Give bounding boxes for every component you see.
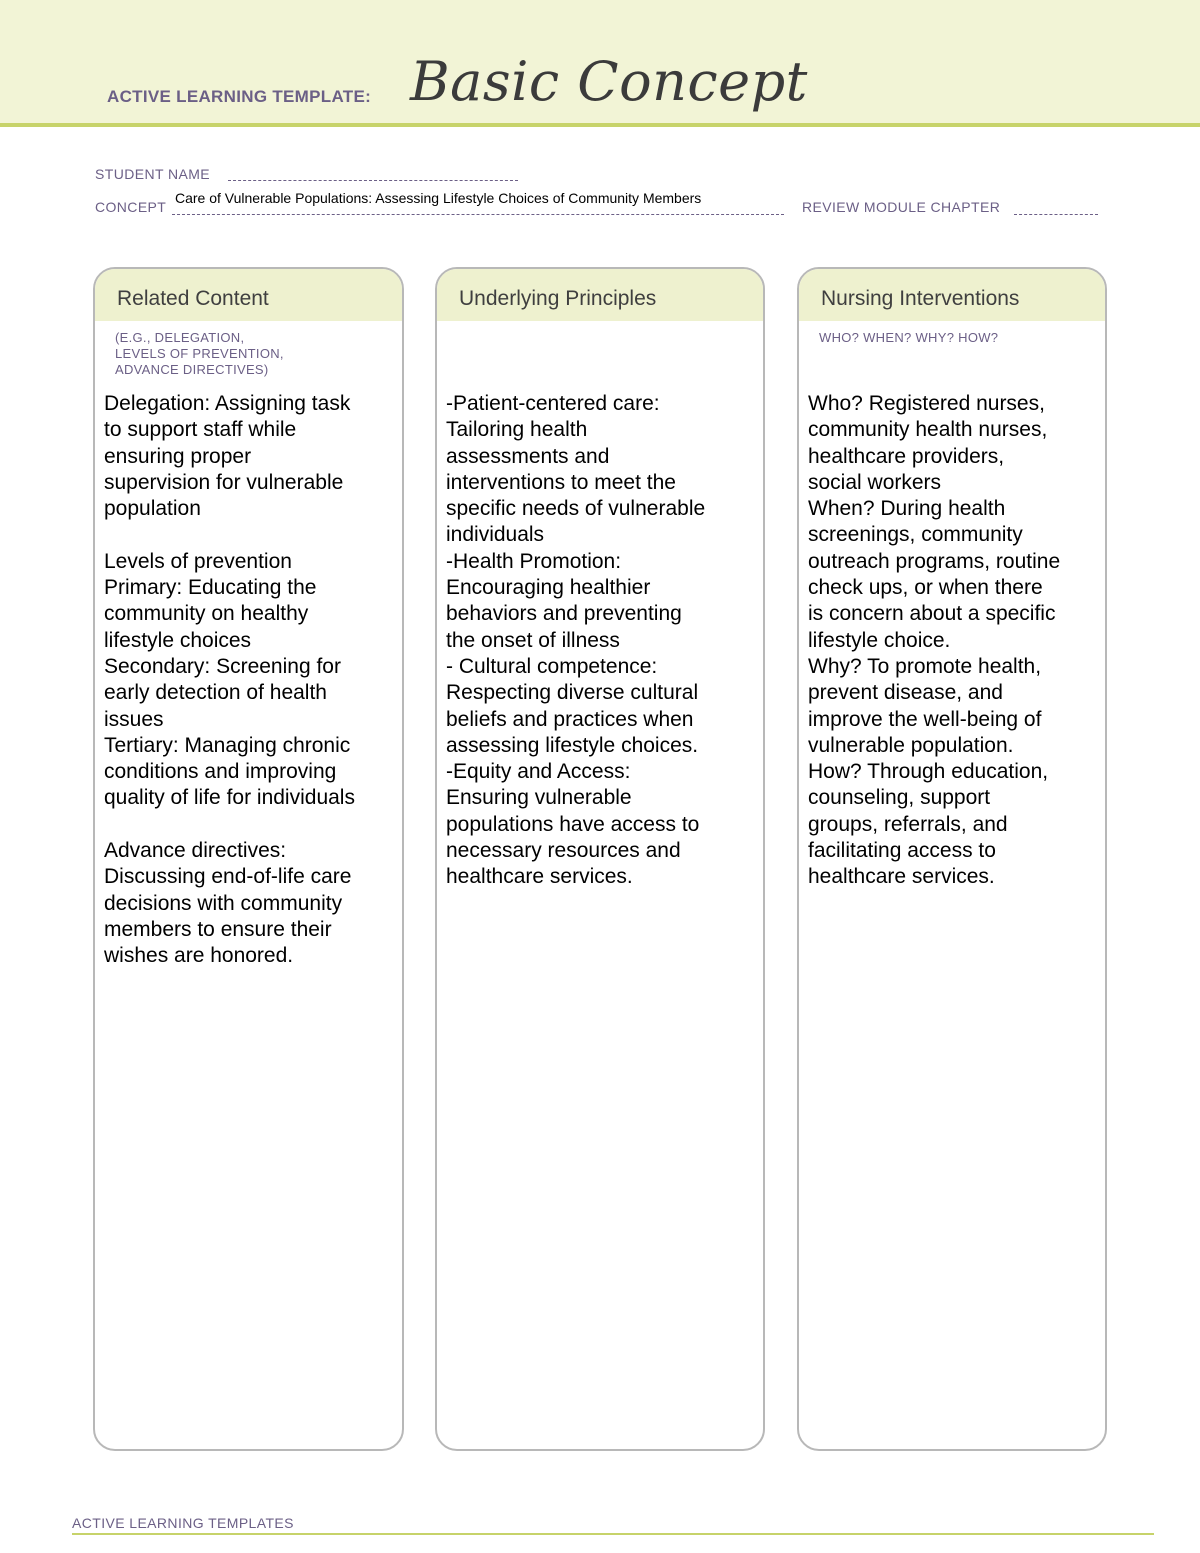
review-module-chapter-label: REVIEW MODULE CHAPTER <box>802 199 1001 215</box>
nursing-interventions-subtitle: WHO? WHEN? WHY? HOW? <box>819 330 999 345</box>
body-line: Secondary: Screening for <box>104 654 341 678</box>
body-line: is concern about a specific <box>808 602 1056 626</box>
body-line: social workers <box>808 470 942 494</box>
body-line: When? During health <box>808 497 1006 521</box>
body-line: community health nurses, <box>808 418 1048 442</box>
body-line: necessary resources and <box>446 839 681 863</box>
body-line: counseling, support <box>808 786 991 810</box>
body-line: wishes are honored. <box>104 944 294 968</box>
template-label: ACTIVE LEARNING TEMPLATE: <box>107 87 372 106</box>
body-line: Levels of prevention <box>104 549 292 573</box>
body-line: population <box>104 497 201 521</box>
body-line: facilitating access to <box>808 839 996 863</box>
nursing-interventions-body[interactable] <box>808 391 1102 891</box>
body-line: -Patient-centered care: <box>446 392 660 415</box>
body-line: community on healthy <box>104 602 309 626</box>
body-line: Delegation: Assigning task <box>104 392 351 415</box>
related-content-body[interactable] <box>104 391 394 970</box>
footer-label: ACTIVE LEARNING TEMPLATES <box>72 1515 294 1531</box>
body-line: conditions and improving <box>104 760 337 784</box>
body-line: decisions with community <box>104 891 343 915</box>
body-line: healthcare services. <box>446 865 633 889</box>
underlying-principles-title: Underlying Principles <box>459 287 657 310</box>
review-module-chapter-field[interactable] <box>1014 214 1098 215</box>
body-line: How? Through education, <box>808 760 1049 784</box>
blank-line <box>104 812 394 838</box>
body-line: behaviors and preventing <box>446 602 682 626</box>
body-line: -Health Promotion: <box>446 549 622 573</box>
body-line: Discussing end-of-life care <box>104 865 352 889</box>
related-content-card <box>93 267 404 1451</box>
body-line: populations have access to <box>446 812 700 836</box>
body-line: vulnerable population. <box>808 733 1014 757</box>
body-line: lifestyle choice. <box>808 628 951 652</box>
body-line: Encouraging healthier <box>446 576 651 600</box>
related-content-title: Related Content <box>117 287 269 310</box>
body-line: Advance directives: <box>104 839 287 863</box>
concept-label: CONCEPT <box>95 199 167 215</box>
body-line: Primary: Educating the <box>104 576 317 600</box>
body-line: members to ensure their <box>104 917 332 941</box>
body-line: -Equity and Access: <box>446 760 631 784</box>
body-line: specific needs of vulnerable <box>446 497 706 521</box>
body-line: Respecting diverse cultural <box>446 681 699 705</box>
body-line: individuals <box>446 523 545 547</box>
related-content-subtitle <box>115 330 284 378</box>
body-line: to support staff while <box>104 418 297 442</box>
underlying-principles-body[interactable] <box>446 391 758 891</box>
student-name-field[interactable] <box>228 180 518 181</box>
body-line: quality of life for individuals <box>104 786 355 810</box>
related-content-subtitle-line: (E.G., DELEGATION, <box>115 330 245 345</box>
body-line: groups, referrals, and <box>808 812 1008 836</box>
body-line: prevent disease, and <box>808 681 1003 705</box>
nursing-interventions-title: Nursing Interventions <box>821 287 1020 310</box>
template-title: Basic Concept <box>410 50 808 113</box>
body-line: interventions to meet the <box>446 470 676 494</box>
body-line: assessing lifestyle choices. <box>446 733 699 757</box>
body-line: healthcare providers, <box>808 444 1005 468</box>
concept-field[interactable] <box>172 214 784 215</box>
blank-line <box>104 522 394 548</box>
body-line: supervision for vulnerable <box>104 470 344 494</box>
body-line: Why? To promote health, <box>808 654 1042 678</box>
body-line: Tertiary: Managing chronic <box>104 733 351 757</box>
related-content-subtitle-line: LEVELS OF PREVENTION, <box>115 346 284 361</box>
body-line: Ensuring vulnerable <box>446 786 632 810</box>
body-line: assessments and <box>446 444 610 468</box>
related-content-subtitle-line: ADVANCE DIRECTIVES) <box>115 362 269 377</box>
concept-value: Care of Vulnerable Populations: Assessing Lifestyle Choices of Community Members <box>175 190 702 206</box>
body-line: screenings, community <box>808 523 1023 547</box>
body-line: the onset of illness <box>446 628 620 652</box>
header-divider <box>0 123 1200 127</box>
body-line: improve the well-being of <box>808 707 1042 731</box>
body-line: Tailoring health <box>446 418 588 442</box>
body-line: - Cultural competence: <box>446 654 658 678</box>
nursing-interventions-card <box>797 267 1107 1451</box>
body-line: lifestyle choices <box>104 628 252 652</box>
body-line: outreach programs, routine <box>808 549 1061 573</box>
body-line: beliefs and practices when <box>446 707 694 731</box>
footer-divider <box>72 1533 1154 1535</box>
student-name-label: STUDENT NAME <box>95 166 210 182</box>
body-line: healthcare services. <box>808 865 995 889</box>
body-line: Who? Registered nurses, <box>808 392 1045 415</box>
body-line: ensuring proper <box>104 444 252 468</box>
body-line: issues <box>104 707 164 731</box>
underlying-principles-card <box>435 267 765 1451</box>
body-line: early detection of health <box>104 681 327 705</box>
body-line: check ups, or when there <box>808 576 1043 600</box>
